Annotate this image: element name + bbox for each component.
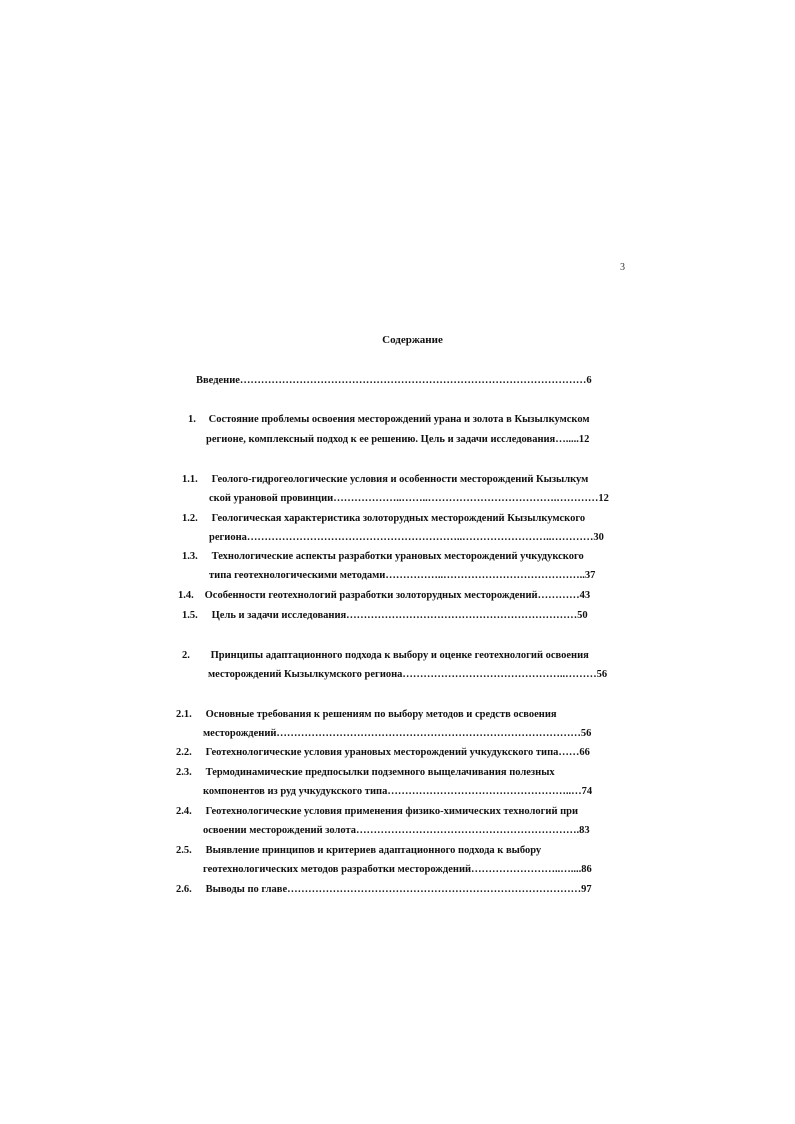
toc-entry-text: Термодинамические предпосылки подземного выщелачивания полезных <box>205 767 555 778</box>
toc-entry-2-5-continuation: геотехнологических методов разработки месторождений……………………..…....86 <box>203 864 592 875</box>
toc-entry-text: Геолого-гидрогеологические условия и особенности месторождений Кызылкум <box>211 474 589 485</box>
toc-entry-text: Состояние проблемы освоения месторождений урана и золота в Кызылкумском <box>208 414 590 425</box>
toc-entry-number: 1.1. <box>182 474 198 485</box>
toc-entry-1-2[interactable] <box>182 512 585 525</box>
toc-entry-number: 2.4. <box>176 806 192 817</box>
toc-entry-text: Геотехнологические условия применения физико-химических технологий при <box>205 806 579 817</box>
toc-entry-2[interactable] <box>182 649 589 662</box>
toc-entry-2-4[interactable] <box>176 805 578 818</box>
toc-entry-1-5[interactable] <box>182 609 588 622</box>
toc-entry-number: 2.1. <box>176 709 192 720</box>
toc-entry-2-2[interactable] <box>176 746 590 759</box>
toc-entry-1-2-continuation: региона……………………………………………………..……………………..…………30 <box>209 532 604 543</box>
toc-entry-text: Основные требования к решениям по выбору методов и средств освоения <box>205 709 557 720</box>
toc-entry-number: 2.2. <box>176 747 192 758</box>
toc-entry-2-4-continuation: освоении месторождений золота……………………………………………………….83 <box>203 825 590 836</box>
toc-entry-1-3-continuation: типа геотехнологическими методами……………..…………………………………..37 <box>209 570 596 581</box>
toc-entry-text: Принципы адаптационного подхода к выбору и оценке геотехнологий освоения <box>210 650 589 661</box>
toc-entry-number: 2.6. <box>176 884 192 895</box>
toc-entry-text: Технологические аспекты разработки урановых месторождений учкудукского <box>211 551 584 562</box>
toc-entry-number: 1.2. <box>182 513 198 524</box>
toc-entry-2-1[interactable] <box>176 708 557 721</box>
toc-entry-text: Выявление принципов и критериев адаптационного подхода к выбору <box>205 845 542 856</box>
toc-entry-number: 2.5. <box>176 845 192 856</box>
toc-entry-1-continuation: регионе, комплексный подход к ее решению. Цель и задачи исследования….....12 <box>206 434 590 445</box>
toc-entry-1-1[interactable] <box>182 473 588 486</box>
toc-entry-2-3-continuation: компонентов из руд учкудукского типа……………………………………………..…74 <box>203 786 593 797</box>
toc-entry-1-3[interactable] <box>182 550 584 563</box>
toc-entry-number: 1.3. <box>182 551 198 562</box>
page-number: 3 <box>620 262 625 273</box>
toc-entry-2-5[interactable] <box>176 844 541 857</box>
toc-entry-2-6[interactable] <box>176 883 592 896</box>
toc-entry-text: Геологическая характеристика золоторудных месторождений Кызылкумского <box>211 513 586 524</box>
toc-entry-1-1-continuation: ской урановой провинции………………..……..……………………………….…………12 <box>209 493 609 504</box>
toc-entry-text: Геотехнологические условия урановых месторождений учкудукского типа……66 <box>205 747 590 758</box>
toc-entry-text: Выводы по главе…………………………………………………………………………97 <box>205 884 592 895</box>
toc-entry-text: Особенности геотехнологий разработки золоторудных месторождений…………43 <box>204 590 591 601</box>
toc-entry-number: 2.3. <box>176 767 192 778</box>
toc-title: Содержание <box>382 334 443 346</box>
toc-entry-number: 1.4. <box>178 590 194 601</box>
toc-entry-text: Введение………………………………………………………………………………………6 <box>196 375 592 386</box>
toc-entry-2-continuation: месторождений Кызылкумского региона………………………………………..………56 <box>208 669 608 680</box>
toc-entry-1-4[interactable] <box>178 589 590 602</box>
toc-entry-2-3[interactable] <box>176 766 555 779</box>
toc-entry-intro[interactable] <box>196 374 592 387</box>
toc-entry-1[interactable] <box>188 413 590 426</box>
toc-entry-number: 1.5. <box>182 610 198 621</box>
toc-entry-text: Цель и задачи исследования…………………………………………………………50 <box>211 610 588 621</box>
toc-entry-2-1-continuation: месторождений……………………………………………………………………………56 <box>203 728 592 739</box>
toc-entry-number: 2. <box>182 650 190 661</box>
toc-entry-number: 1. <box>188 414 196 425</box>
